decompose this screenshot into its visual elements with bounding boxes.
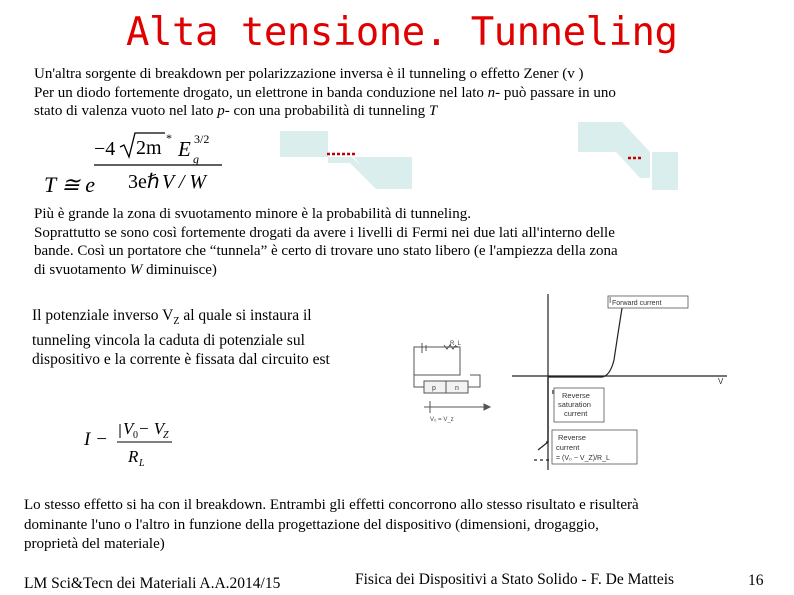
conclusion-paragraph bbox=[24, 496, 639, 555]
zener-line-3: dispositivo e la corrente è fissata dal circuito est bbox=[32, 351, 330, 369]
intro-line-1: Un'altra sorgente di breakdown per polarizzazione inversa è il tunneling o effetto Zener (v ) bbox=[34, 66, 584, 82]
svg-text:= (V₀ − V_Z)/R_L: = (V₀ − V_Z)/R_L bbox=[556, 455, 610, 462]
svg-text:n: n bbox=[455, 385, 459, 392]
svg-text:3eℏ: 3eℏ bbox=[128, 171, 160, 193]
svg-text:*: * bbox=[166, 131, 172, 145]
svg-text:T ≅ e: T ≅ e bbox=[44, 172, 96, 197]
zener-paragraph bbox=[32, 306, 330, 369]
conclusion-line-3: proprietà del materiale) bbox=[24, 536, 165, 552]
page-number: 16 bbox=[748, 572, 764, 589]
intro-line-2: Per un diodo fortemente drogato, un elettrone in banda conduzione nel lato n- può passare in uno bbox=[34, 84, 616, 101]
tunneling-line-4: di svuotamento W diminuisce) bbox=[34, 261, 217, 278]
svg-text:3/2: 3/2 bbox=[194, 132, 210, 146]
svg-text:Forward current: Forward current bbox=[612, 300, 662, 307]
slide-title: Alta tensione. Tunneling bbox=[126, 10, 678, 55]
svg-text:current: current bbox=[556, 443, 580, 452]
zener-circuit-diagram bbox=[400, 325, 510, 430]
svg-text:I −: I − bbox=[84, 429, 108, 450]
band-diagram-left bbox=[280, 131, 415, 189]
svg-text:E: E bbox=[178, 137, 191, 161]
conclusion-line-1: Lo stesso effetto si ha con il breakdown. Entrambi gli effetti concorrono allo stesso risultato e risulterà bbox=[24, 497, 639, 513]
svg-text:p: p bbox=[432, 385, 436, 392]
zener-line-2: tunneling vincola la caduta di potenziale sul bbox=[32, 332, 305, 350]
svg-text:Reverse: Reverse bbox=[558, 433, 586, 442]
svg-text:− V: − V bbox=[138, 419, 165, 438]
svg-text:2m: 2m bbox=[136, 137, 162, 159]
zener-line-1: Il potenziale inverso $V_Z$ al quale si instaura il bbox=[32, 307, 312, 328]
svg-text:R_L: R_L bbox=[450, 341, 462, 347]
intro-paragraph bbox=[34, 65, 616, 121]
tunneling-line-1: Più è grande la zona di svuotamento minore è la probabilità di tunneling. bbox=[34, 206, 471, 222]
svg-text:−4: −4 bbox=[94, 138, 116, 160]
svg-text:Reverse: Reverse bbox=[562, 391, 590, 400]
intro-line-3: stato di valenza vuoto nel lato p- con una probabilità di tunneling T bbox=[34, 103, 438, 119]
band-diagram-right bbox=[578, 122, 678, 190]
tunneling-paragraph bbox=[34, 205, 618, 279]
formula-current bbox=[84, 414, 174, 468]
svg-text:V: V bbox=[718, 377, 724, 386]
svg-text:g: g bbox=[193, 152, 199, 166]
tunneling-line-3: bande. Così un portatore che “tunnela” è certo di trovare uno stato libero (e l'ampiezza della zona bbox=[34, 243, 618, 259]
svg-text:0: 0 bbox=[133, 430, 138, 441]
svg-text:V: V bbox=[123, 419, 134, 438]
tunneling-line-2: Soprattutto se sono così fortemente drogati da avere i livelli di Fermi nei due lati all'interno delle bbox=[34, 224, 615, 241]
conclusion-line-2: dominante l'uno o l'altro in funzione della progettazione del dispositivo (dimensioni, drogaggio, bbox=[24, 516, 599, 533]
footer-author: Fisica dei Dispositivi a Stato Solido - F. De Matteis bbox=[355, 571, 675, 588]
svg-text:I: I bbox=[609, 296, 612, 305]
svg-text:current: current bbox=[564, 409, 588, 418]
svg-text:R: R bbox=[128, 447, 139, 466]
svg-text:V / W: V / W bbox=[162, 171, 207, 193]
svg-text:V₀ = V_z: V₀ = V_z bbox=[430, 417, 454, 423]
svg-text:saturation: saturation bbox=[558, 400, 591, 409]
svg-text:Z: Z bbox=[163, 430, 169, 441]
svg-text:L: L bbox=[139, 458, 145, 469]
formula-tunneling-probability bbox=[44, 128, 244, 200]
iv-characteristic-graph bbox=[512, 290, 737, 475]
footer-course: LM Sci&Tecn dei Materiali A.A.2014/15 bbox=[24, 575, 281, 592]
